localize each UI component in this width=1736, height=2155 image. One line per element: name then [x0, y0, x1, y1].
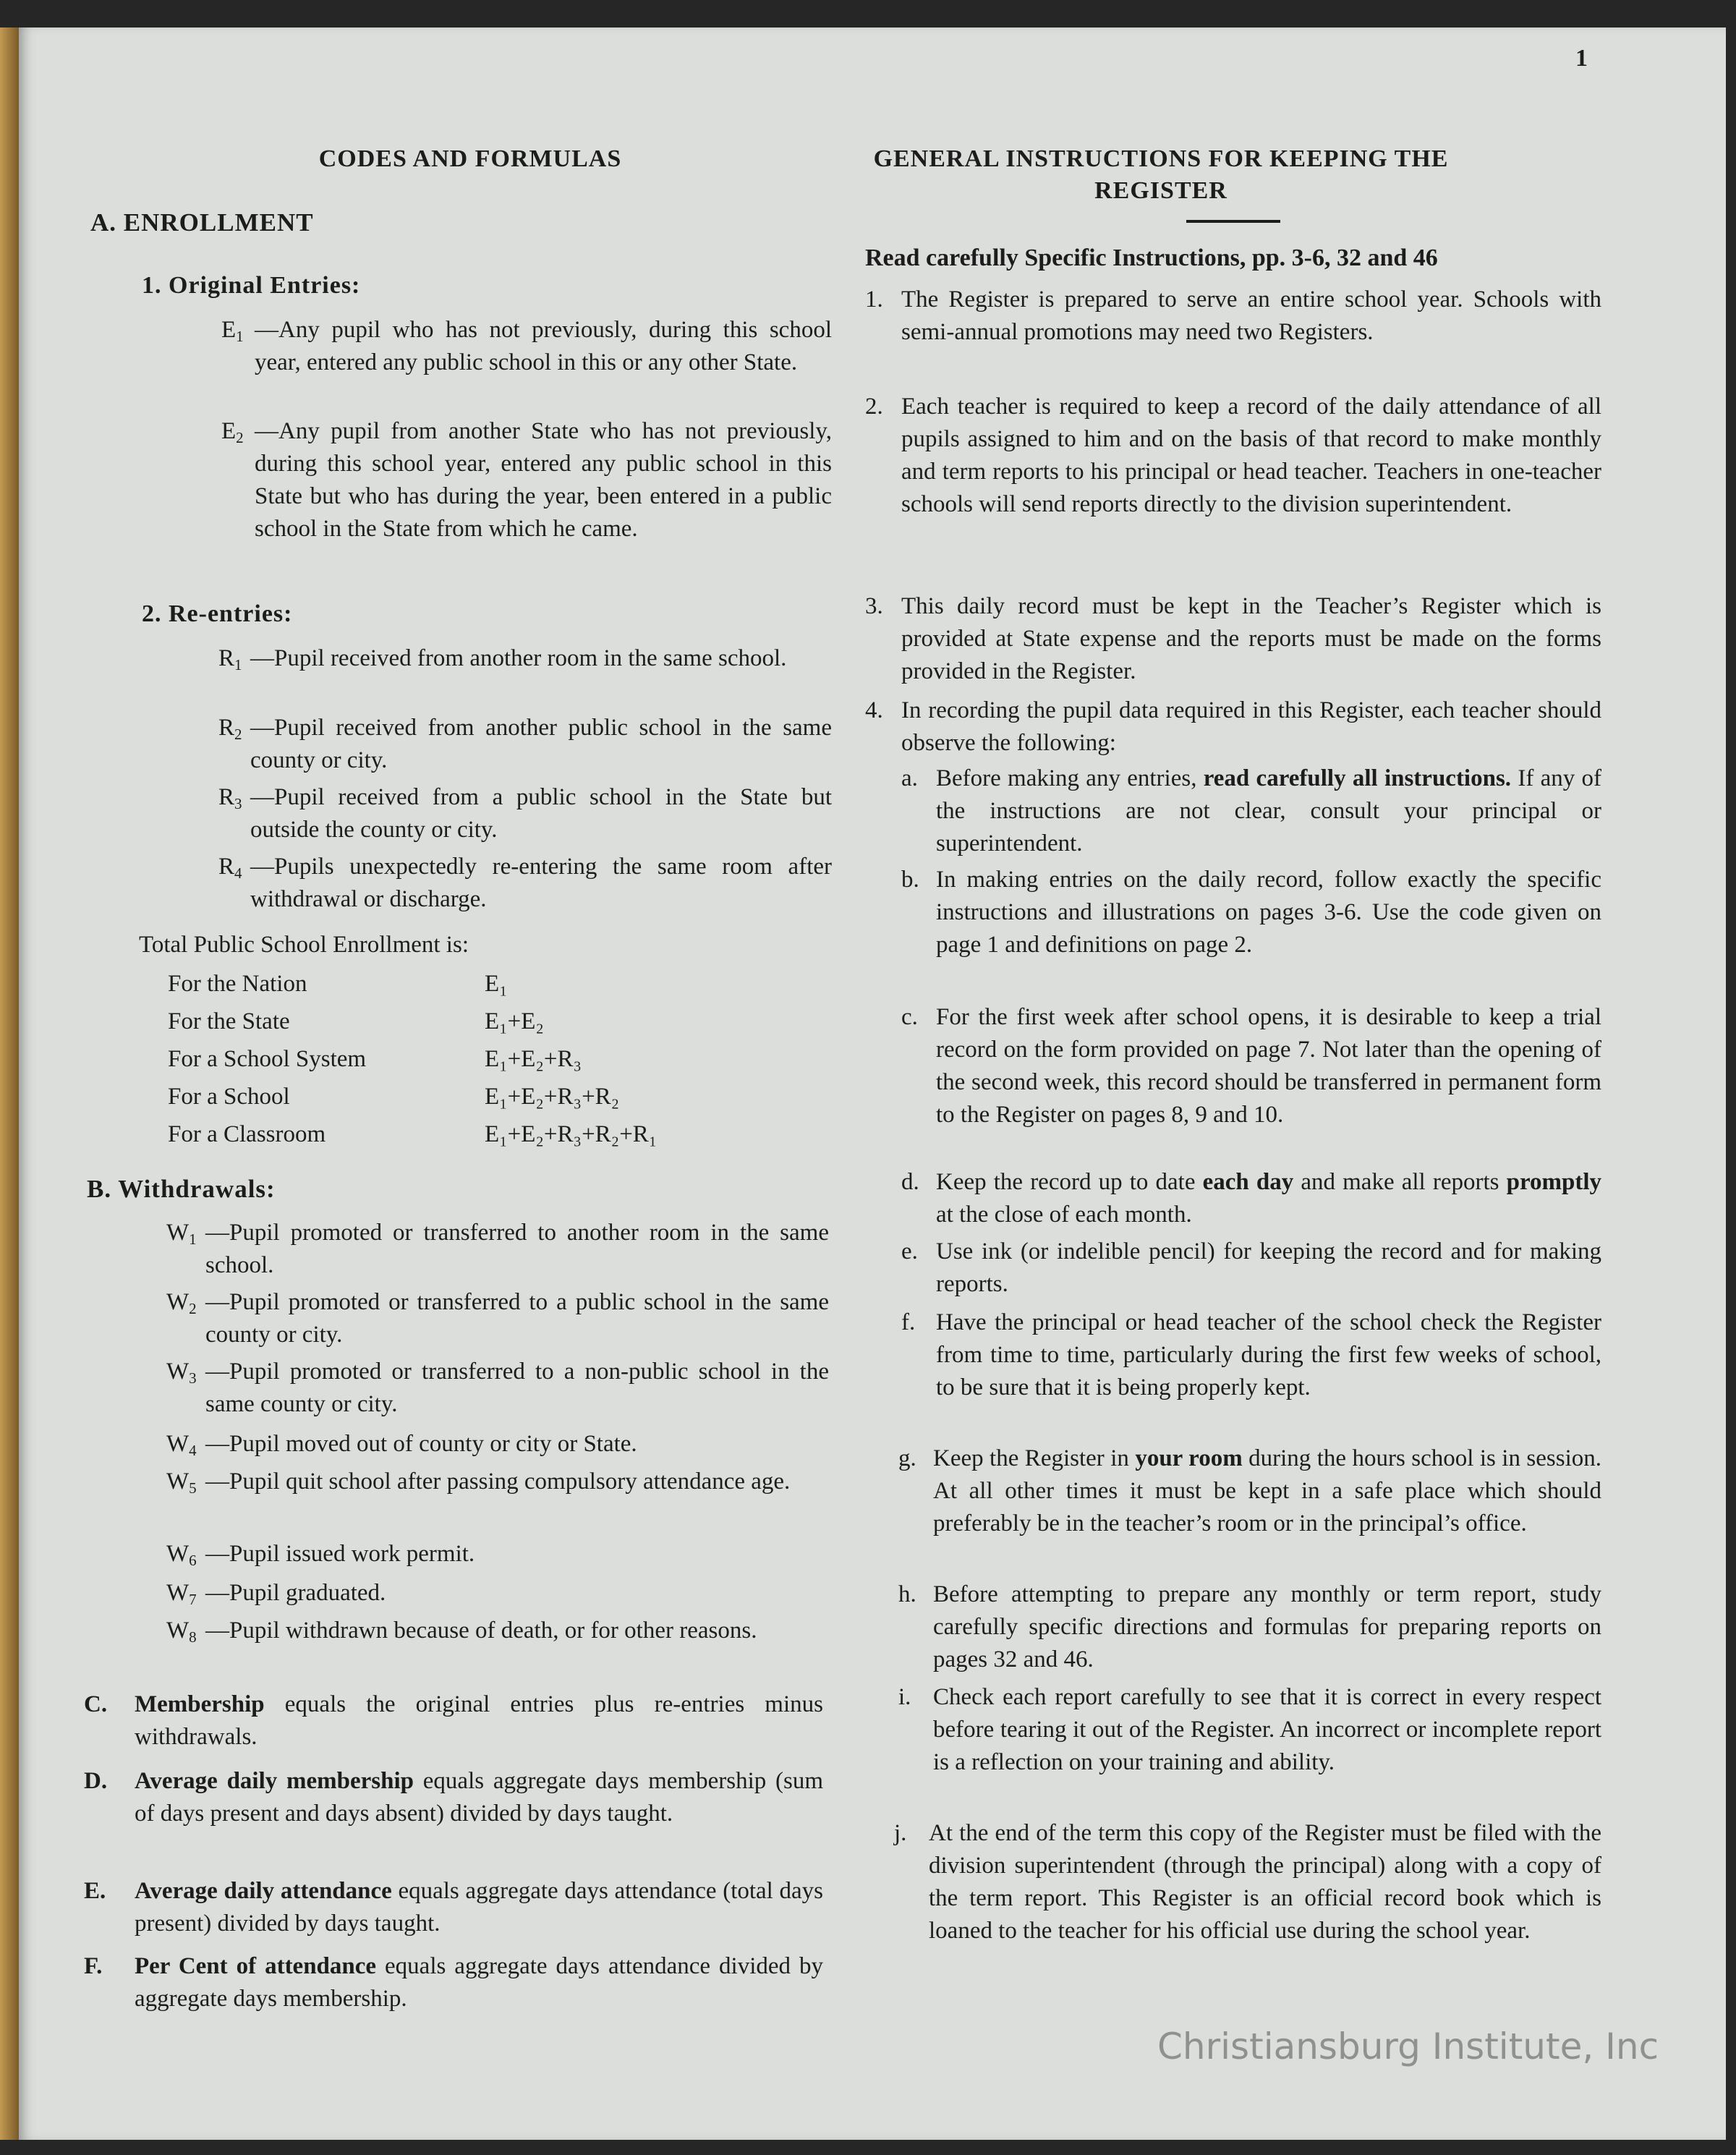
watermark: Christiansburg Institute, Inc	[1157, 2026, 1659, 2067]
w1-code: $W_1$	[166, 1220, 197, 1248]
item-g-text: Keep the Register in your room during the hours school is in session. At all other times it must be kept in a safe place which should preferably be in the teacher’s room or in the principal’s office.	[933, 1445, 1601, 1536]
left-heading: CODES AND FORMULAS	[318, 145, 622, 172]
def-f-text: Per Cent of attendance equals aggregate days attendance divided by aggregate days membership.	[135, 1953, 823, 2012]
binding-edge	[0, 27, 19, 2140]
item-b-letter: b.	[901, 867, 919, 893]
r1-definition: —Pupil received from another room in the same school.	[250, 645, 787, 671]
w4-code: $W_4$	[166, 1431, 197, 1459]
w1-definition: —Pupil promoted or transferred to another room in the same school.	[205, 1220, 829, 1278]
item-d-text: Keep the record up to date each day and make all reports promptly at the close of each month.	[936, 1169, 1601, 1228]
item-c-letter: c.	[901, 1004, 918, 1030]
item-g-letter: g.	[898, 1445, 916, 1471]
r2-code: $R_2$	[218, 715, 242, 743]
item-1-text: The Register is prepared to serve an entire school year. Schools with semi-annual promotions may need two Registers.	[901, 286, 1601, 345]
w4-definition: —Pupil moved out of county or city or State.	[205, 1431, 637, 1457]
section-a-title: A. ENROLLMENT	[90, 208, 314, 237]
item-a-text: Before making any entries, read carefully all instructions. If any of the instructions are not clear, consult your principal or superintendent.	[936, 765, 1601, 857]
page-number: 1	[1575, 45, 1588, 72]
heading-rule	[1186, 220, 1280, 223]
total-classroom-formula: E₁+E₂+R₃+R₂+R₁	[485, 1121, 658, 1147]
item-j-letter: j.	[894, 1820, 907, 1846]
w8-definition: —Pupil withdrawn because of death, or for other reasons.	[205, 1618, 757, 1644]
item-3-num: 3.	[865, 593, 883, 619]
total-nation-label: For the Nation	[168, 971, 307, 997]
w2-code: $W_2$	[166, 1289, 197, 1317]
e1-definition: —Any pupil who has not previously, during this school year, entered any public school in this or any other State.	[255, 317, 832, 375]
total-system-label: For a School System	[168, 1046, 367, 1072]
w6-code: $W_6$	[166, 1541, 197, 1569]
right-heading: GENERAL INSTRUCTIONS FOR KEEPING THE REGISTER	[873, 145, 1449, 204]
total-state-formula: E₁+E₂	[485, 1008, 544, 1034]
e2-code: $E_2$	[221, 418, 244, 446]
item-d-letter: d.	[901, 1169, 919, 1195]
item-i-text: Check each report carefully to see that it is correct in every respect before tearing it out of the Register. An incorrect or incomplete report is a reflection on your training and ability.	[933, 1684, 1601, 1775]
total-state-label: For the State	[168, 1008, 290, 1034]
original-entries-title: 1. Original Entries:	[142, 272, 361, 299]
w8-code: $W_8$	[166, 1618, 197, 1646]
w3-code: $W_3$	[166, 1359, 197, 1387]
w7-code: $W_7$	[166, 1580, 197, 1608]
lead-instruction: Read carefully Specific Instructions, pp. 3-6, 32 and 46	[865, 245, 1438, 271]
e1-code: $E_1$	[221, 317, 244, 345]
item-f-letter: f.	[901, 1309, 916, 1335]
def-f-letter: F.	[84, 1953, 103, 1979]
item-2-text: Each teacher is required to keep a record of the daily attendance of all pupils assigned to him and on the basis of that record to make monthly and term reports to his principal or head teacher. Teachers in one-teacher schools will send reports directly to the division superintendent.	[901, 394, 1601, 517]
item-h-letter: h.	[898, 1581, 916, 1607]
total-system-formula: E₁+E₂+R₃	[485, 1046, 582, 1072]
w7-definition: —Pupil graduated.	[205, 1580, 386, 1606]
section-b-title: B. Withdrawals:	[87, 1175, 276, 1203]
r4-code: $R_4$	[218, 854, 242, 882]
item-b-text: In making entries on the daily record, follow exactly the specific instructions and illustrations on pages 3-6. Use the code given on page 1 and definitions on page 2.	[936, 867, 1601, 958]
item-j-text: At the end of the term this copy of the Register must be filed with the division superintendent (through the principal) along with a copy of the term report. This Register is an official record book which is loaned to the teacher for his official use during the school year.	[929, 1820, 1601, 1944]
item-e-text: Use ink (or indelible pencil) for keeping the record and for making reports.	[936, 1238, 1601, 1297]
total-school-label: For a School	[168, 1084, 290, 1110]
total-enrollment-label: Total Public School Enrollment is:	[139, 932, 469, 958]
reentries-title: 2. Re-entries:	[142, 600, 293, 627]
item-f-text: Have the principal or head teacher of the school check the Register from time to time, particularly during the first few weeks of school, to be sure that it is being properly kept.	[936, 1309, 1601, 1400]
w5-code: $W_5$	[166, 1468, 197, 1497]
item-i-letter: i.	[898, 1684, 911, 1710]
def-e-letter: E.	[84, 1878, 106, 1904]
item-e-letter: e.	[901, 1238, 918, 1264]
item-3-text: This daily record must be kept in the Teacher’s Register which is provided at State expense and the reports must be made on the forms provided in the Register.	[901, 593, 1601, 684]
r3-code: $R_3$	[218, 784, 242, 812]
w6-definition: —Pupil issued work permit.	[205, 1541, 475, 1567]
w5-definition: —Pupil quit school after passing compulsory attendance age.	[205, 1468, 791, 1495]
def-e-text: Average daily attendance equals aggregate days attendance (total days present) divided by days taught.	[135, 1878, 823, 1937]
item-1-num: 1.	[865, 286, 883, 313]
total-school-formula: E₁+E₂+R₃+R₂	[485, 1084, 620, 1110]
w2-definition: —Pupil promoted or transferred to a public school in the same county or city.	[205, 1289, 829, 1348]
r3-definition: —Pupil received from a public school in the State but outside the county or city.	[250, 784, 832, 843]
e2-definition: —Any pupil from another State who has not previously, during this school year, entered any public school in this State but who has during the year, been entered in a public school in the State from which he came.	[255, 418, 832, 542]
item-4-num: 4.	[865, 697, 883, 723]
item-a-letter: a.	[901, 765, 918, 791]
def-d-letter: D.	[84, 1768, 108, 1794]
total-classroom-label: For a Classroom	[168, 1121, 326, 1147]
w3-definition: —Pupil promoted or transferred to a non-public school in the same county or city.	[205, 1359, 829, 1417]
item-c-text: For the first week after school opens, it is desirable to keep a trial record on the form provided on page 7. Not later than the opening of the second week, this record should be transferred in permanent form to the Register on pages 8, 9 and 10.	[936, 1004, 1601, 1128]
item-2-num: 2.	[865, 394, 883, 420]
r1-code: $R_1$	[218, 645, 242, 673]
def-c-letter: C.	[84, 1691, 108, 1717]
total-nation-formula: E₁	[485, 971, 508, 997]
item-4-text: In recording the pupil data required in this Register, each teacher should observe the following:	[901, 697, 1601, 756]
item-h-text: Before attempting to prepare any monthly or term report, study carefully specific directions and formulas for preparing reports on pages 32 and 46.	[933, 1581, 1601, 1672]
def-c-text: Membership equals the original entries plus re-entries minus withdrawals.	[135, 1691, 823, 1750]
r4-definition: —Pupils unexpectedly re-entering the same room after withdrawal or discharge.	[250, 854, 832, 912]
r2-definition: —Pupil received from another public school in the same county or city.	[250, 715, 832, 773]
def-d-text: Average daily membership equals aggregate days membership (sum of days present and days absent) divided by days taught.	[135, 1768, 823, 1827]
